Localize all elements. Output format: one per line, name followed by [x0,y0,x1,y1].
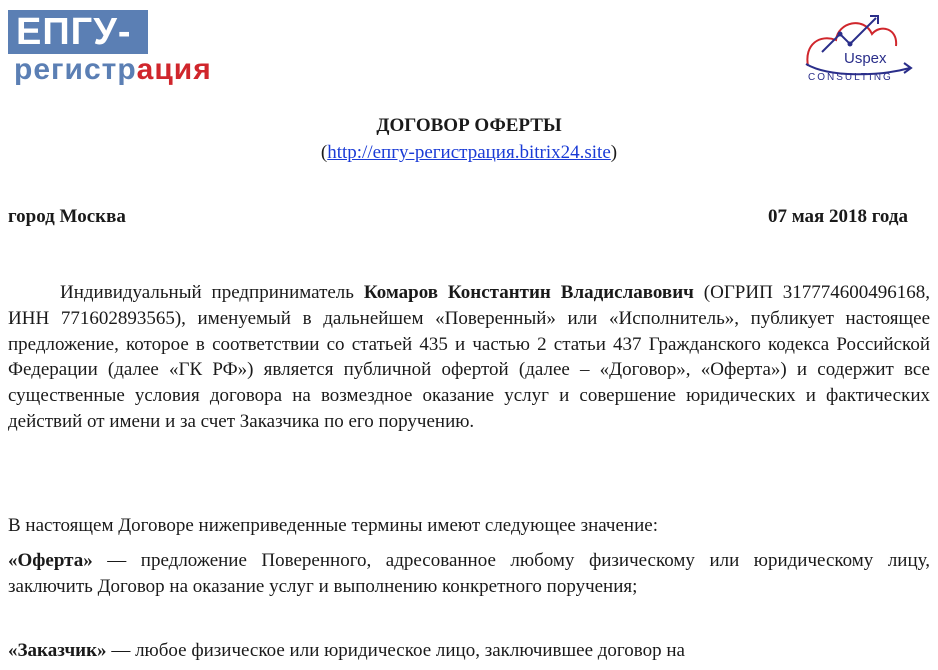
logo-bottom-blue: регистр [14,53,137,86]
terms-intro: В настоящем Договоре нижеприведенные термины имеют следующее значение: [8,515,658,536]
uspex-tagline: CONSULTING [808,72,893,83]
term-offer-title: «Оферта» [8,550,93,571]
logo-bottom-red: ация [136,53,212,86]
document-title: ДОГОВОР ОФЕРТЫ [376,115,562,136]
logo-top-text: ЕПГУ- [8,10,148,54]
term-customer [8,638,930,664]
epgu-logo [8,8,248,88]
intro-rest: (ОГРИП 317774600496168, ИНН 771602893565), именуемый в дальнейшем «Поверенный» или «Исполнитель», публикует настоящее предложение, которое в соответствии со статьей 435 и частью 2 статьи 437 Гражданского кодекса Российской Федерации (далее «ГК РФ») является публичной офертой (далее – «Договор», «Оферта») и содержит все существенные условия договора на возмездное оказание услуг и совершение юридических и фактических действий от имени и за счет Заказчика по его поручению. [8,282,930,432]
link-open-paren: ( [320,142,328,163]
term-customer-title: «Заказчик» [8,640,107,661]
contractor-name: Комаров Константин Владиславович [363,282,694,303]
site-link[interactable]: http://епгу-регистрация.bitrix24.site [327,142,611,163]
intro-paragraph [8,280,930,435]
uspex-name: Uspex [844,50,887,67]
logo-bottom-text [14,52,212,88]
term-customer-text: — любое физическое или юридическое лицо, заключившее договор на [106,640,685,661]
link-close-paren: ) [610,142,618,163]
city-label: город Москва [8,206,126,227]
uspex-logo [800,4,918,90]
term-offer-text: — предложение Поверенного, адресованное любому физическому или юридическому лицу, заключить Договор на оказание услуг и выполнению конкретного поручения; [8,550,930,597]
intro-lead: Индивидуальный предприниматель [60,282,364,303]
site-link-line [0,142,938,164]
date-label: 07 мая 2018 года [767,206,908,227]
term-offer [8,548,930,600]
